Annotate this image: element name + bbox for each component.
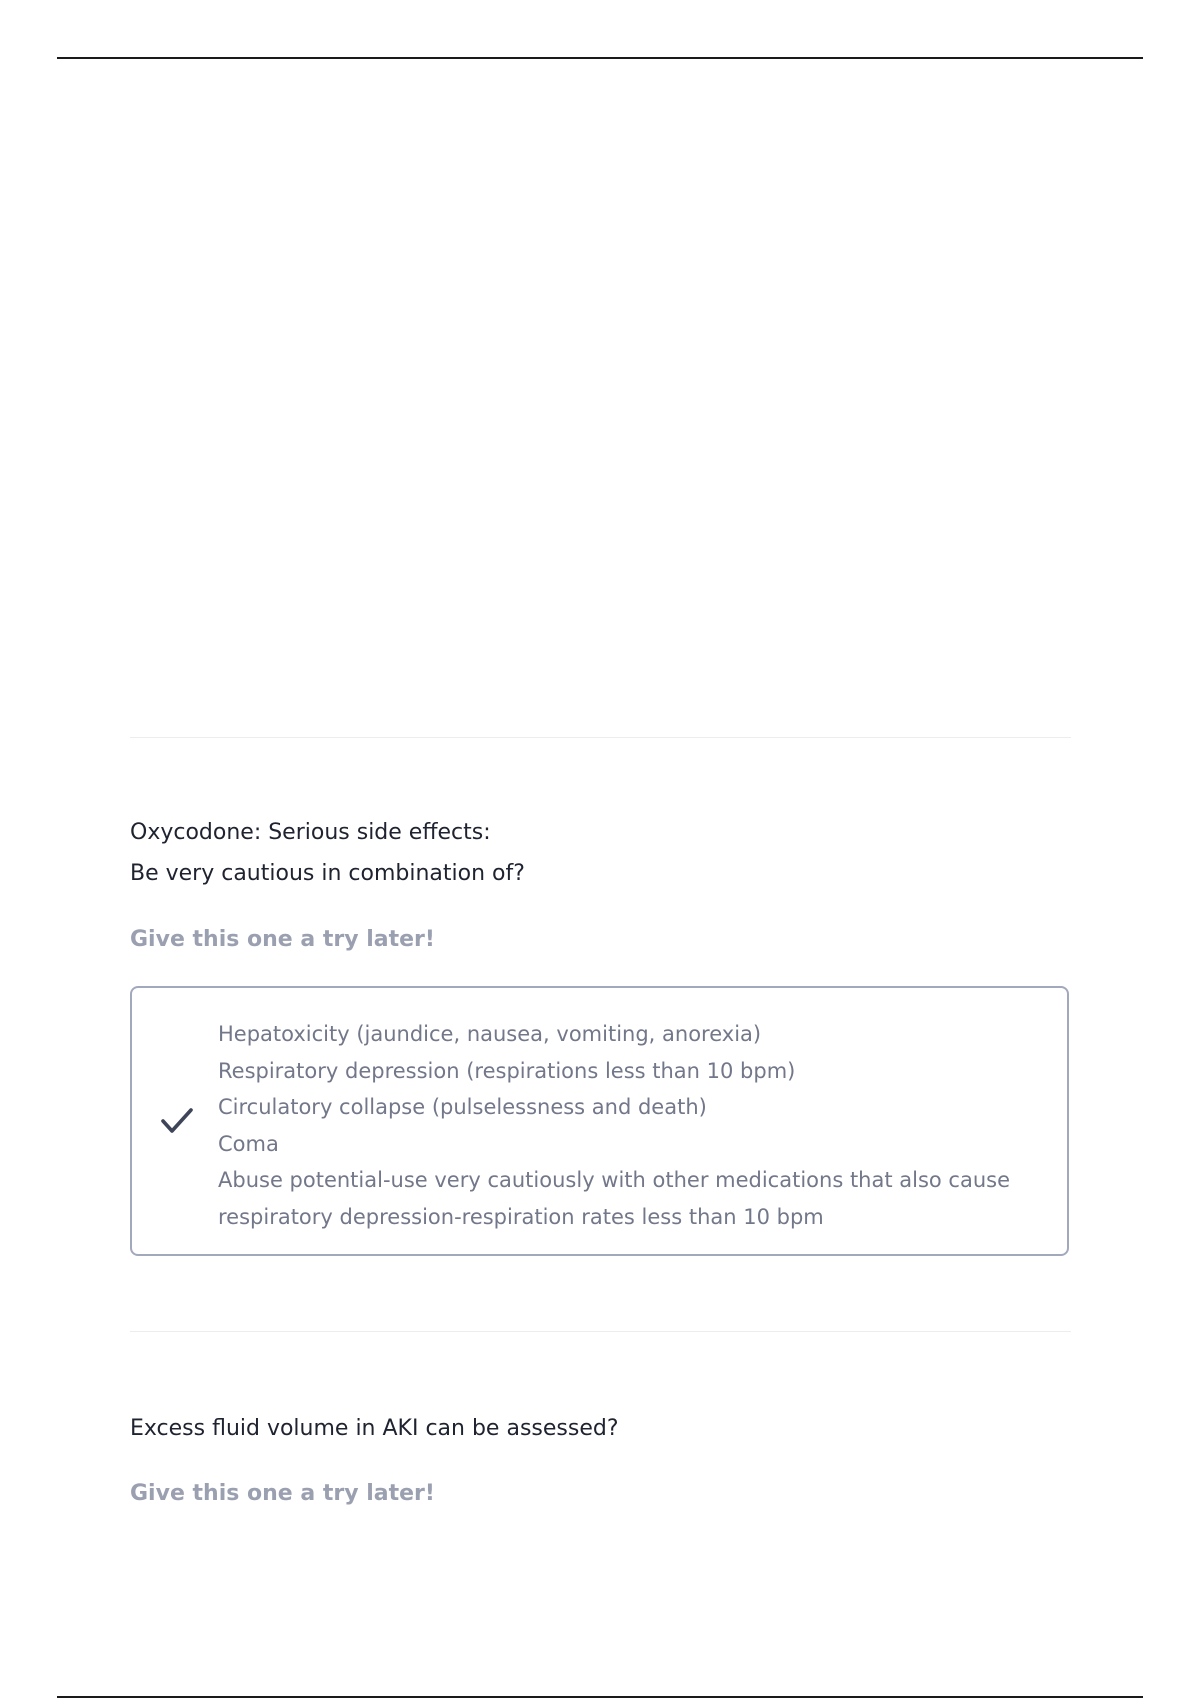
page-top-rule bbox=[57, 57, 1143, 59]
answer-line: Respiratory depression (respirations less than 10 bpm) bbox=[218, 1058, 796, 1083]
answer-box bbox=[130, 986, 1069, 1256]
answer-line: Coma bbox=[218, 1131, 279, 1156]
card-divider bbox=[130, 737, 1071, 738]
flashcard-aki-fluid bbox=[130, 1408, 1071, 1509]
page-bottom-rule bbox=[57, 1696, 1143, 1698]
answer-line: Circulatory collapse (pulselessness and death) bbox=[218, 1095, 707, 1119]
card-prompt-line: Be very cautious in combination of? bbox=[130, 861, 525, 886]
answer-line: Abuse potential-use very cautiously with other medications that also cause bbox=[218, 1168, 1011, 1192]
answer-line: Hepatoxicity (jaundice, nausea, vomiting, anorexia) bbox=[218, 1022, 762, 1046]
checkmark-icon bbox=[160, 1106, 194, 1136]
card-prompt-line: Excess fluid volume in AKI can be assessed? bbox=[130, 1416, 619, 1441]
card-prompt-line: Oxycodone: Serious side effects: bbox=[130, 820, 491, 845]
try-later-hint: Give this one a try later! bbox=[130, 1481, 435, 1506]
flashcard-oxycodone bbox=[130, 812, 1071, 1229]
card-divider bbox=[130, 1331, 1071, 1332]
answer-line: respiratory depression-respiration rates less than 10 bpm bbox=[218, 1204, 824, 1229]
answer-text bbox=[218, 1016, 1038, 1235]
try-later-hint: Give this one a try later! bbox=[130, 927, 435, 952]
